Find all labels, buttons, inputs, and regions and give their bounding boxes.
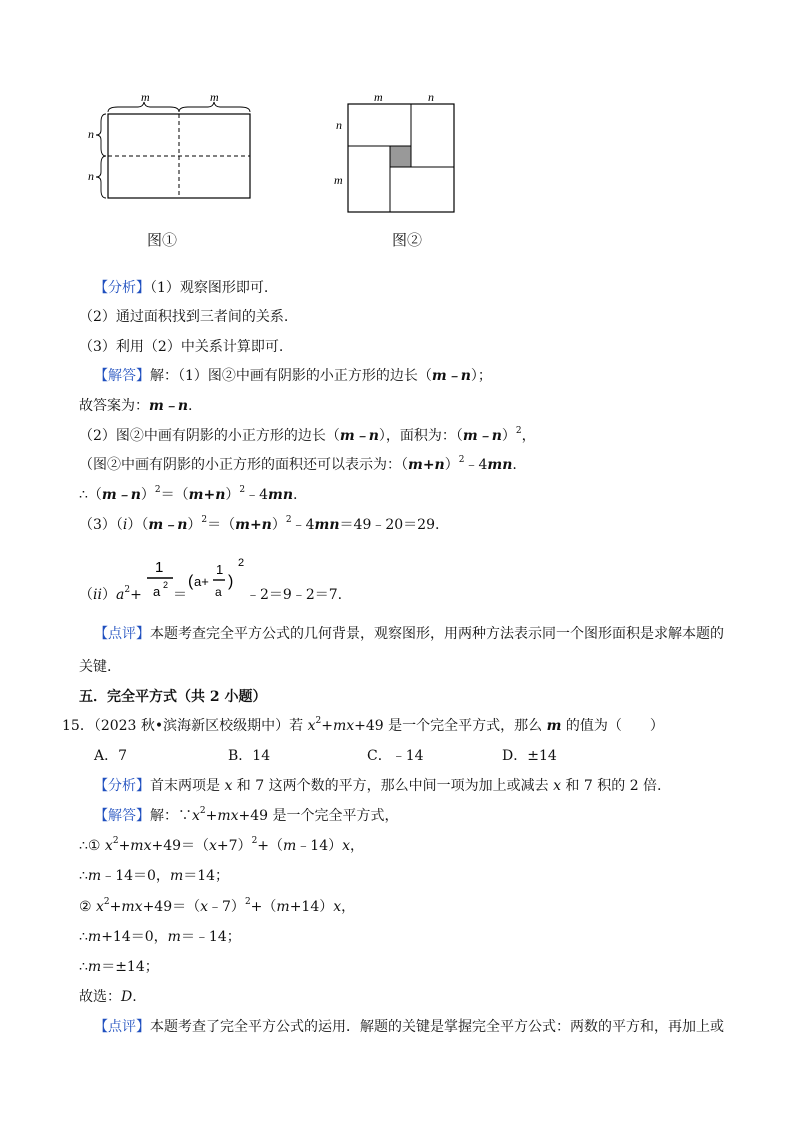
q14-answer-line-1: 【解答】解：（1）图②中画有阴影的小正方形的边长（m﹣n）； (94, 368, 492, 384)
q15-answer-line-2: ∴① $x^2+mx+49=(x+7)^2+(m﹣14)x$， (79, 836, 365, 854)
q14-answer-eq: ＝ (173, 587, 187, 603)
svg-text:2: 2 (238, 557, 245, 569)
q15-answer-line-5: ∴m+14＝0，m＝﹣14； (79, 929, 241, 945)
fig2-label-n-left: n (336, 118, 342, 132)
q15-answer-line-7: 故选：D. (79, 989, 137, 1005)
q14-analysis-line-2: （2）通过面积找到三者间的关系. (79, 309, 289, 325)
fig2-label-n-top: n (428, 90, 434, 104)
q15-option-a[interactable]: A．7 (94, 748, 128, 764)
q14-comment-line-1: 【点评】本题考查完全平方公式的几何背景，观察图形，用两种方法表示同一个图形面积是求解本题的 (94, 626, 724, 642)
section-5-title: 五．完全平方式（共 2 小题） (79, 689, 267, 705)
q14-answer-line-7: $(ii)a^2+$ (79, 585, 142, 603)
q14-analysis-line-3: （3）利用（2）中关系计算即可. (79, 339, 284, 355)
fig1-label-n1: n (88, 127, 94, 141)
fig1-label-m1: m (141, 90, 150, 104)
q15-option-c[interactable]: C．﹣14 (367, 748, 424, 764)
q15-comment: 【点评】本题考查了完全平方公式的运用．解题的关键是掌握完全平方公式：两数的平方和，再加上或 (94, 1019, 724, 1035)
fig2-label-m-top: m (374, 90, 383, 104)
analysis-tag: 【分析】 (94, 280, 150, 296)
figure-2 (330, 88, 470, 218)
figure-2-caption: 图② (392, 231, 423, 249)
svg-text:(: ( (188, 573, 194, 590)
shaded-square (390, 146, 411, 167)
svg-text:1: 1 (155, 559, 164, 576)
q14-answer-line-3: （2）图②中画有阴影的小正方形的边长（m﹣n），面积为：（m﹣n）$^2$， (79, 426, 536, 444)
q14-comment-line-2: 关键. (79, 659, 112, 675)
svg-text:): ) (228, 573, 234, 590)
q15-answer-line-4: ② $x^2+mx+49=(x﹣7)^2+(m+14)x$， (79, 897, 356, 915)
svg-text:1: 1 (216, 562, 224, 577)
q14-answer-line-5: $\therefore(m﹣n)^2=(m+n)^2﹣4mn$. (79, 485, 298, 503)
q14-analysis-line-1 (94, 278, 268, 298)
figure-1-drawing (88, 90, 268, 210)
svg-text:2: 2 (163, 580, 169, 590)
svg-text:a+: a+ (194, 574, 209, 589)
q14-answer-line-7-end: ﹣2＝9﹣2＝7. (246, 587, 343, 603)
figure-2-drawing (330, 88, 470, 218)
q14-answer-line-4: （图②中画有阴影的小正方形的面积还可以表示为：$(m+n)^2﹣4mn$. (79, 455, 517, 473)
q14-answer-line-2: 故答案为：m﹣n. (79, 398, 193, 414)
fig1-label-n2: n (88, 169, 94, 183)
svg-text:a: a (153, 584, 161, 599)
paren-a-plus-one-over-a (188, 554, 246, 608)
comment-tag: 【点评】 (94, 626, 150, 642)
q15-option-d[interactable]: D．±14 (502, 748, 557, 764)
q15-answer-line-3: ∴m﹣14＝0，m＝14； (79, 868, 230, 884)
q15-answer-line-6: ∴m＝±14； (79, 959, 159, 975)
q15-stem: 15．（2023 秋•滨海新区校级期中）若 $x^2+mx+49$ 是一个完全平方式，那么 m 的值为（ ） (62, 716, 664, 734)
fig2-label-m-left: m (334, 173, 343, 187)
q15-option-b[interactable]: B．14 (228, 748, 271, 764)
figure-1 (88, 90, 268, 210)
fig1-label-m2: m (210, 90, 219, 104)
answer-tag: 【解答】 (94, 368, 150, 384)
q14-analysis-text-1: （1）观察图形即可. (150, 280, 269, 296)
q14-answer-line-6: $(3)(i)(m﹣n)^2=(m+n)^2﹣4mn=49﹣20=29$. (79, 515, 440, 533)
svg-text:a: a (215, 585, 222, 599)
q15-analysis: 【分析】首末两项是 x 和 7 这两个数的平方，那么中间一项为加上或减去 x 和 7 积的 2 倍. (94, 778, 662, 794)
figure-1-caption: 图① (147, 231, 178, 249)
q15-answer-line-1: 【解答】解：$\because x^2+mx+49$ 是一个完全平方式， (94, 806, 399, 824)
